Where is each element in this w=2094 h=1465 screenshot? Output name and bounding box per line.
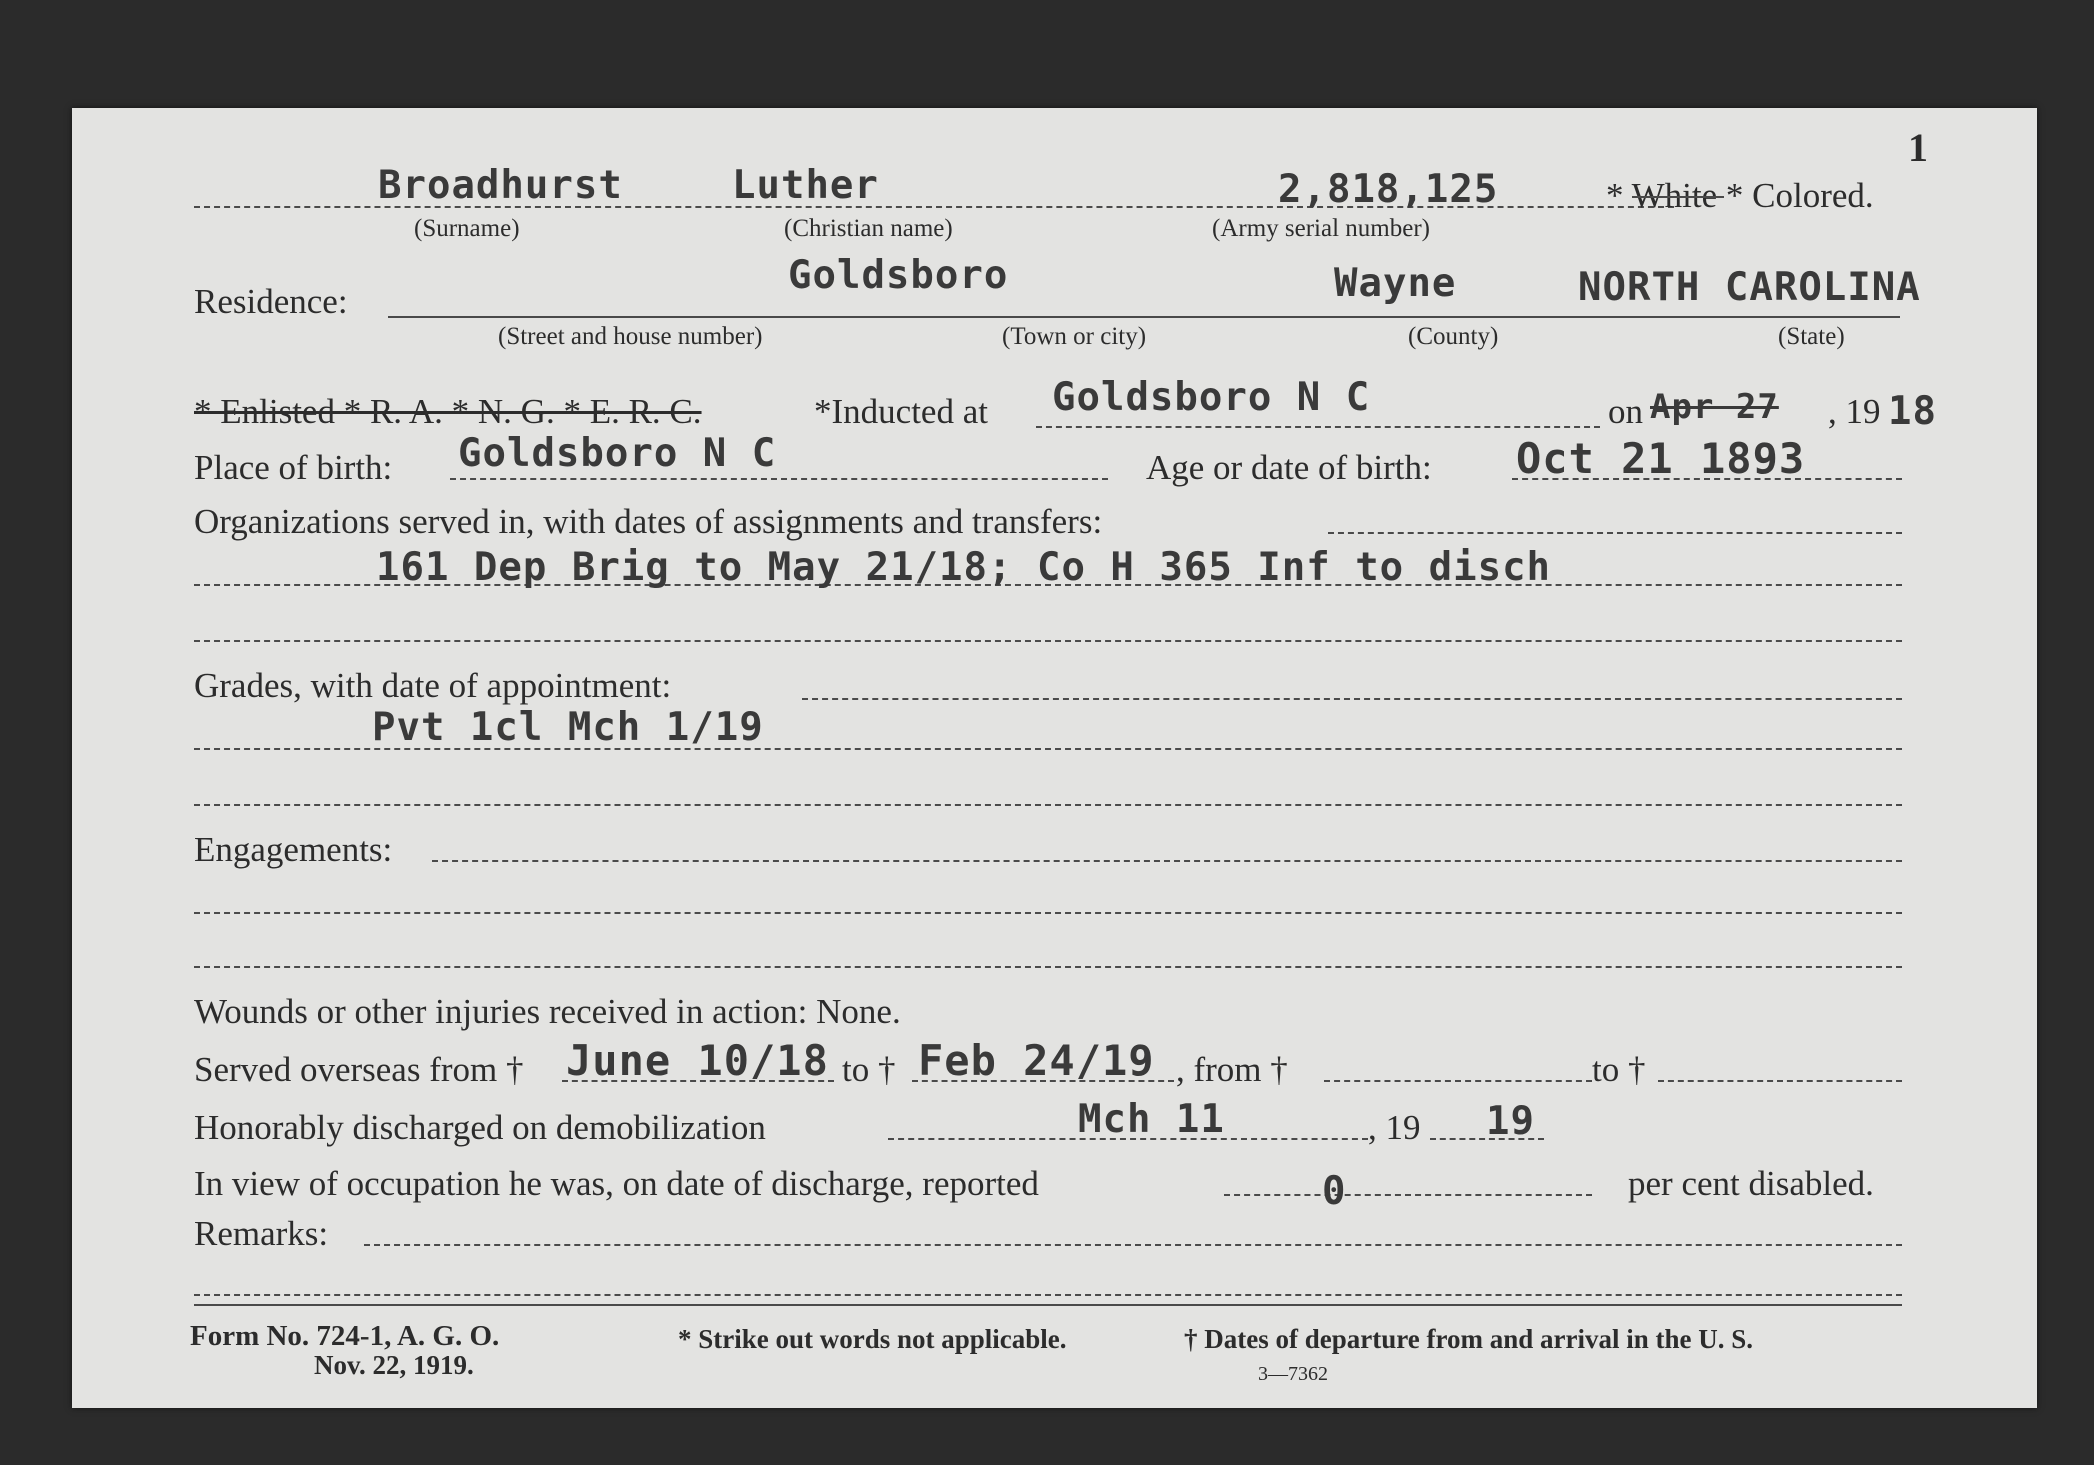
year-prefix: , 19: [1828, 392, 1881, 431]
grades-line-3: [194, 804, 1902, 806]
birth-place-value: Goldsboro N C: [458, 431, 777, 476]
footnote-strike: * Strike out words not applicable.: [678, 1324, 1067, 1354]
induction-year-value: 18: [1888, 389, 1937, 434]
overseas-from-2-line: [1324, 1080, 1592, 1082]
county-caption: (County): [1408, 323, 1499, 350]
state-value: NORTH CAROLINA: [1578, 265, 1921, 310]
residence-label: Residence:: [194, 282, 348, 321]
engagements-line-1: [432, 860, 1902, 862]
christian-name-value: Luther: [732, 163, 879, 208]
enlisted-options-struck: * Enlisted * R. A. * N. G. * E. R. C.: [194, 392, 702, 431]
surname-value: Broadhurst: [378, 163, 623, 208]
on-label: on: [1608, 392, 1643, 431]
inducted-label: *Inducted at: [814, 392, 988, 431]
discharge-year-prefix: , 19: [1368, 1108, 1421, 1147]
birth-place-label: Place of birth:: [194, 448, 393, 487]
disability-label: In view of occupation he was, on date of discharge, reported: [194, 1164, 1039, 1203]
serial-number-value: 2,818,125: [1278, 167, 1499, 212]
remarks-line-2: [194, 1294, 1902, 1296]
residence-line: [388, 316, 1900, 318]
surname-caption: (Surname): [414, 215, 520, 242]
discharged-label: Honorably discharged on demobilization: [194, 1108, 766, 1147]
discharge-year-value: 19: [1486, 1099, 1535, 1144]
overseas-to-label: to †: [842, 1050, 896, 1089]
remarks-label: Remarks:: [194, 1214, 329, 1253]
overseas-to-2-label: to †: [1592, 1050, 1646, 1089]
inducted-line: [1036, 426, 1600, 428]
grades-label: Grades, with date of appointment:: [194, 666, 672, 705]
street-caption: (Street and house number): [498, 323, 763, 350]
card-number: 1: [1908, 125, 1928, 170]
organizations-line-1: [1328, 532, 1902, 534]
draft-card: [72, 108, 2037, 1408]
christian-name-caption: (Christian name): [784, 215, 953, 242]
engagements-line-3: [194, 966, 1902, 968]
remarks-line-1: [364, 1244, 1902, 1246]
wounds-label: Wounds or other injuries received in action: None.: [194, 992, 901, 1031]
engagements-label: Engagements:: [194, 830, 393, 869]
served-overseas-label: Served overseas from †: [194, 1050, 524, 1089]
town-value: Goldsboro: [788, 253, 1009, 298]
race-options: * White * Colored.: [1606, 176, 1874, 215]
engagements-line-2: [194, 912, 1902, 914]
footnote-dates: † Dates of departure from and arrival in the U. S.: [1184, 1324, 1753, 1354]
state-caption: (State): [1778, 323, 1845, 350]
discharge-date-value: Mch 11: [1078, 1097, 1225, 1142]
overseas-to-value: Feb 24/19: [918, 1036, 1155, 1085]
print-code: 3—7362: [1258, 1363, 1328, 1385]
grades-line-1: [802, 698, 1902, 700]
overseas-to-2-line: [1658, 1080, 1902, 1082]
birth-date-value: Oct 21 1893: [1516, 434, 1806, 483]
white-strike: [1632, 196, 1724, 198]
disability-line: [1224, 1194, 1592, 1196]
disability-suffix: per cent disabled.: [1628, 1164, 1874, 1203]
form-number: Form No. 724-1, A. G. O.: [190, 1320, 500, 1352]
form-date: Nov. 22, 1919.: [314, 1350, 474, 1380]
organizations-line-3: [194, 640, 1902, 642]
overseas-from-2-label: , from †: [1176, 1050, 1288, 1089]
inducted-at-value: Goldsboro N C: [1052, 375, 1371, 420]
footer-rule: [194, 1304, 1902, 1306]
organizations-label: Organizations served in, with dates of assignments and transfers:: [194, 502, 1103, 541]
induction-date-struck: Apr 27: [1650, 387, 1779, 427]
organizations-value: 161 Dep Brig to May 21/18; Co H 365 Inf to disch: [376, 545, 1552, 590]
overseas-from-value: June 10/18: [566, 1036, 829, 1085]
county-value: Wayne: [1334, 261, 1457, 306]
serial-caption: (Army serial number): [1212, 215, 1430, 242]
grades-value: Pvt 1cl Mch 1/19: [372, 705, 764, 750]
birth-date-label: Age or date of birth:: [1146, 448, 1432, 487]
town-caption: (Town or city): [1002, 323, 1147, 350]
birth-place-line: [450, 478, 1108, 480]
disability-value: 0: [1322, 1169, 1347, 1214]
